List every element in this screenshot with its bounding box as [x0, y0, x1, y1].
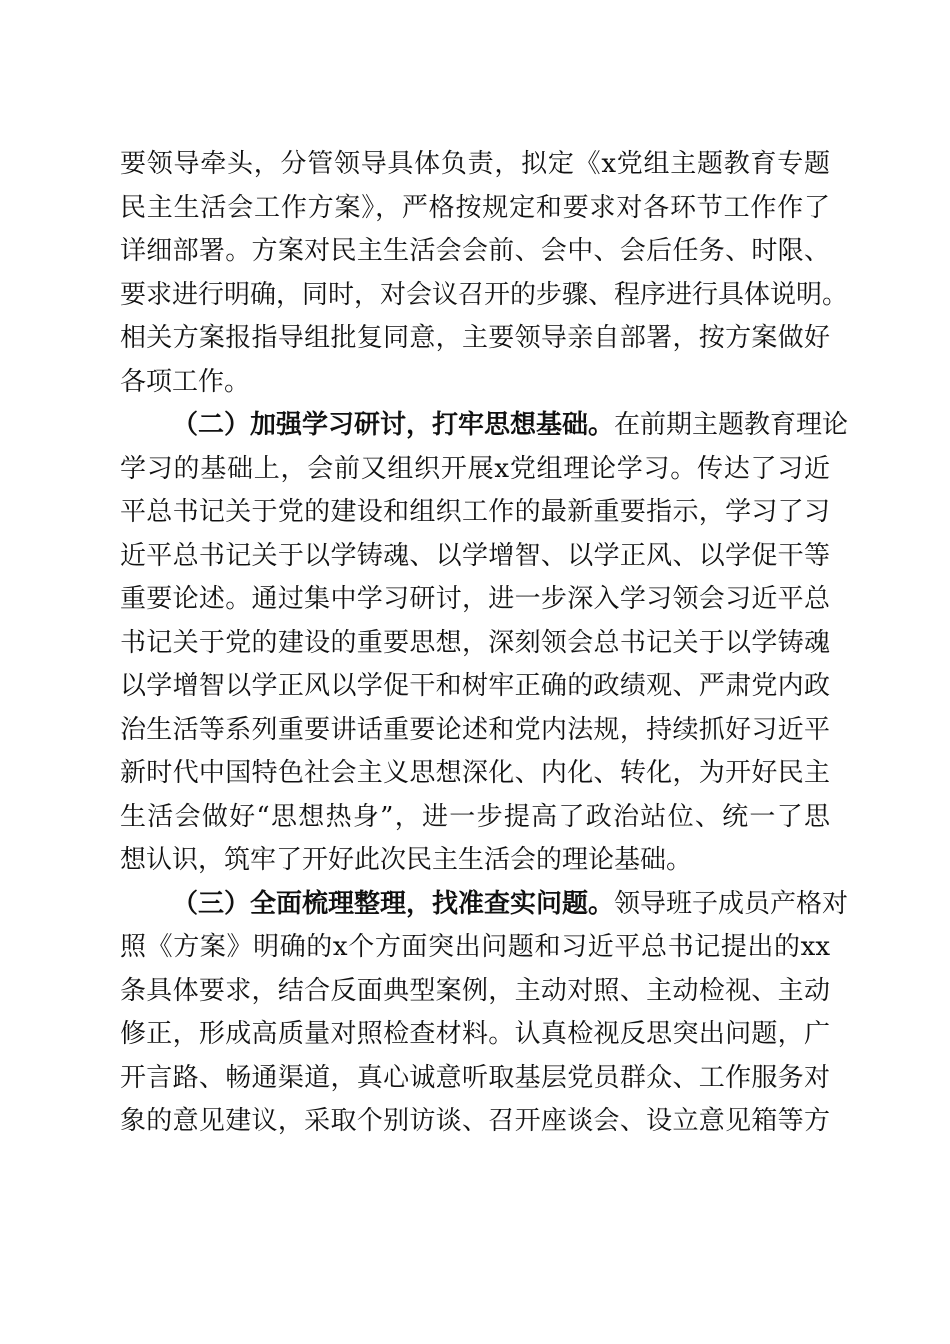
paragraph-line: 治生活等系列重要讲话重要论述和党内法规，持续抓好习近平 [120, 714, 830, 745]
heading-continuation: 在前期主题教育理论 [614, 410, 849, 440]
paragraph-line: 修正，形成高质量对照检查材料。认真检视反思突出问题，广 [120, 1019, 830, 1049]
paragraph-line: 生活会做好“思想热身”，进一步提高了政治站位、统一了思 [120, 801, 830, 832]
paragraph-1 [120, 143, 849, 404]
paragraph-first-line [120, 404, 849, 448]
section-heading: （二）加强学习研讨，打牢思想基础。 [172, 410, 615, 440]
paragraph-line: 书记关于党的建设的重要思想，深刻领会总书记关于以学铸魂 [120, 627, 830, 658]
paragraph-line: 开言路、畅通渠道，真心诚意听取基层党员群众、工作服务对 [120, 1062, 830, 1093]
paragraph-first-line [120, 883, 849, 927]
paragraph-line: 相关方案报指导组批复同意，主要领导亲自部署，按方案做好 [120, 323, 830, 353]
paragraph-line: 以学增智以学正风以学促干和树牢正确的政绩观、严肃党内政 [120, 671, 830, 701]
paragraph-2 [120, 404, 849, 883]
paragraph-line: 详细部署。方案对民主生活会会前、会中、会后任务、时限、 [120, 236, 830, 266]
paragraph-line: 重要论述。通过集中学习研讨，进一步深入学习领会习近平总 [120, 584, 830, 614]
paragraph-line: 各项工作。 [120, 366, 251, 397]
paragraph-line: 民主生活会工作方案》，严格按规定和要求对各环节工作作了 [120, 192, 830, 223]
paragraph-line: 近平总书记关于以学铸魂、以学增智、以学正风、以学促干等 [120, 540, 830, 571]
paragraph-line: 新时代中国特色社会主义思想深化、内化、转化，为开好民主 [120, 758, 830, 788]
paragraph-line: 照《方案》明确的x个方面突出问题和习近平总书记提出的xx [120, 932, 830, 962]
paragraph-line: 要领导牵头，分管领导具体负责，拟定《x党组主题教育专题 [120, 149, 830, 179]
paragraph-line: 象的意见建议，采取个别访谈、召开座谈会、设立意见箱等方 [120, 1106, 830, 1136]
paragraph-line: 平总书记关于党的建设和组织工作的最新重要指示，学习了习 [120, 497, 830, 527]
paragraph-3 [120, 883, 849, 1144]
paragraph-line: 想认识，筑牢了开好此次民主生活会的理论基础。 [120, 845, 693, 875]
document-body [120, 143, 849, 1144]
paragraph-line: 学习的基础上，会前又组织开展x党组理论学习。传达了习近 [120, 453, 830, 484]
section-heading: （三）全面梳理整理，找准查实问题。 [172, 888, 615, 919]
paragraph-line: 要求进行明确，同时，对会议召开的步骤、程序进行具体说明。 [120, 279, 849, 310]
paragraph-line: 条具体要求，结合反面典型案例，主动对照、主动检视、主动 [120, 975, 830, 1006]
heading-continuation: 领导班子成员产格对 [614, 888, 849, 919]
